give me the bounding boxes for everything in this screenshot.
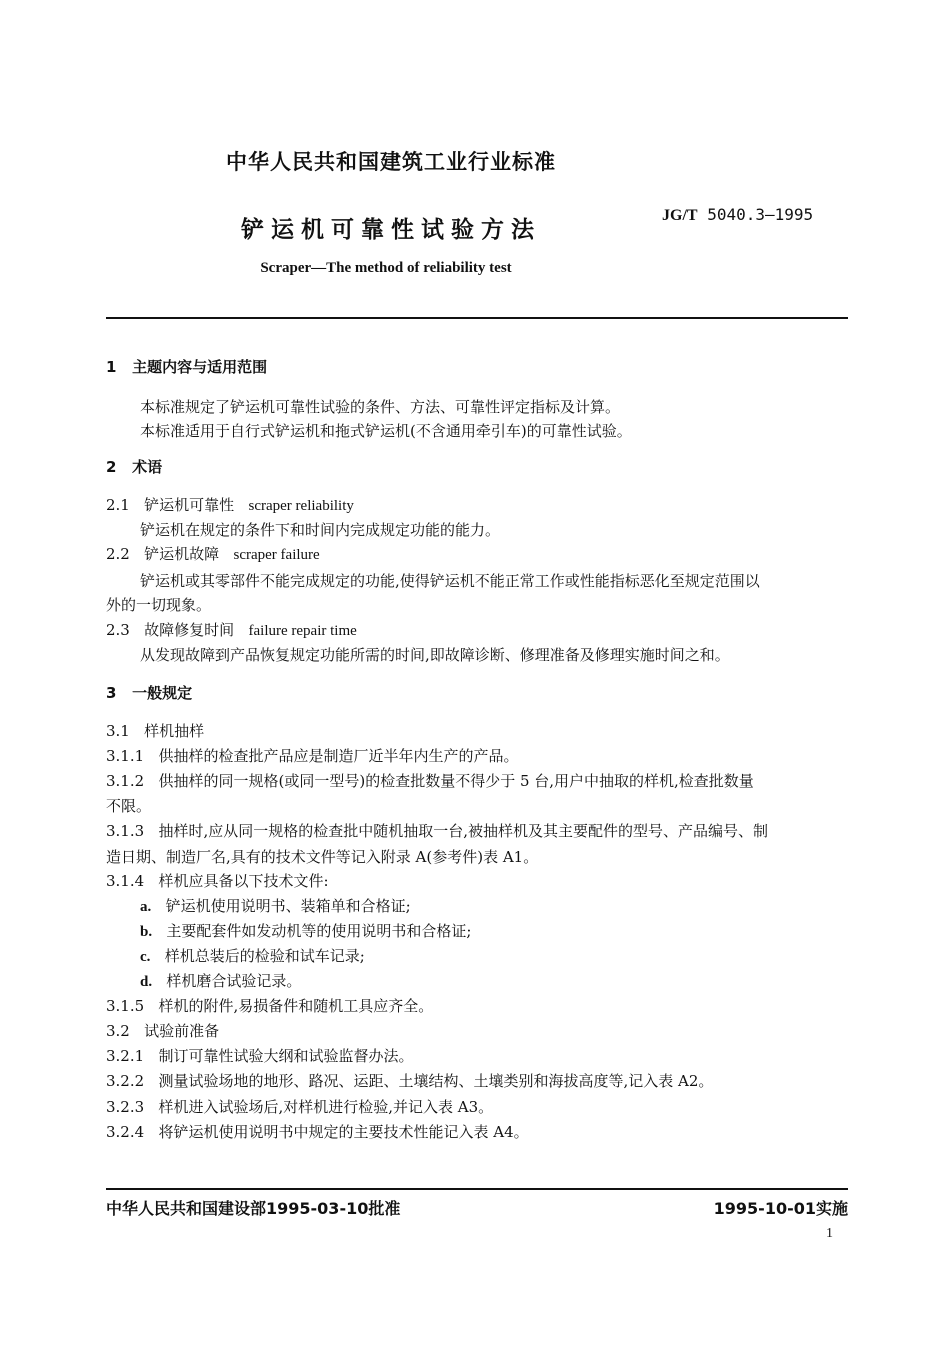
list-text: 样机磨合试验记录。 — [166, 972, 302, 990]
page-number: 1 — [826, 1226, 833, 1241]
clause-3-1-1 — [106, 745, 519, 767]
list-label: a. — [140, 899, 152, 915]
clause-3-2-4 — [106, 1121, 529, 1143]
clause-text: 制订可靠性试验大纲和试验监督办法。 — [158, 1047, 414, 1065]
section-3-heading — [106, 682, 192, 704]
term-zh: 铲运机可靠性 — [144, 496, 235, 514]
header-rule — [106, 317, 848, 319]
definition: 铲运机或其零部件不能完成规定的功能,使得铲运机不能正常工作或性能指标恶化至规定范围以 — [140, 572, 760, 590]
list-label: d. — [140, 974, 153, 990]
term-zh: 铲运机故障 — [144, 545, 220, 563]
clause-3-2-2 — [106, 1070, 713, 1092]
clause-number: 3.1.1 — [106, 747, 145, 765]
document-title: 铲运机可靠性试验方法 — [241, 217, 541, 243]
clause-number: 2.1 — [106, 496, 130, 514]
clause-3-1-5 — [106, 995, 433, 1017]
section-title: 术语 — [132, 458, 163, 476]
definition: 外的一切现象。 — [106, 596, 212, 614]
list-label: c. — [140, 949, 151, 965]
clause-number: 3.1.5 — [106, 997, 145, 1015]
paragraph: 本标准适用于自行式铲运机和拖式铲运机(不含通用牵引车)的可靠性试验。 — [140, 422, 632, 440]
clause-number: 3.2 — [106, 1022, 130, 1040]
clause-text: 供抽样的检查批产品应是制造厂近半年内生产的产品。 — [158, 747, 519, 765]
clause-number: 3.2.3 — [106, 1098, 145, 1116]
clause-number: 3.1 — [106, 722, 130, 740]
clause-number: 3.2.1 — [106, 1047, 145, 1065]
clause-3-2-3 — [106, 1096, 493, 1118]
footer-rule — [106, 1188, 848, 1190]
effective-date: 1995-10-01实施 — [713, 1199, 848, 1218]
section-title: 一般规定 — [132, 684, 193, 702]
clause-number: 3.1.4 — [106, 872, 145, 890]
paragraph: 本标准规定了铲运机可靠性试验的条件、方法、可靠性评定指标及计算。 — [140, 398, 621, 416]
section-number: 1 — [106, 358, 117, 376]
section-number: 3 — [106, 684, 117, 702]
term-2-1 — [106, 494, 354, 517]
clause-3-1 — [106, 720, 204, 742]
list-text: 样机总装后的检验和试车记录; — [164, 947, 365, 965]
definition: 铲运机在规定的条件下和时间内完成规定功能的能力。 — [140, 521, 501, 539]
clause-3-1-2 — [106, 770, 754, 792]
clause-3-1-3 — [106, 820, 768, 842]
clause-number: 2.3 — [106, 621, 130, 639]
clause-text: 样机应具备以下技术文件: — [158, 872, 329, 890]
clause-number: 3.2.2 — [106, 1072, 145, 1090]
section-title: 主题内容与适用范围 — [132, 358, 268, 376]
definition: 从发现故障到产品恢复规定功能所需的时间,即故障诊断、修理准备及修理实施时间之和。 — [140, 646, 730, 664]
clause-text: 不限。 — [106, 797, 152, 815]
clause-text: 样机进入试验场后,对样机进行检验,并记入表 A3。 — [158, 1098, 494, 1116]
list-item — [140, 945, 365, 968]
list-label: b. — [140, 924, 153, 940]
list-item — [140, 895, 411, 918]
clause-title: 样机抽样 — [144, 722, 205, 740]
clause-text: 测量试验场地的地形、路况、运距、土壤结构、土壤类别和海拔高度等,记入表 A2。 — [158, 1072, 714, 1090]
clause-text: 样机的附件,易损备件和随机工具应齐全。 — [158, 997, 434, 1015]
section-2-heading — [106, 456, 162, 478]
document-subtitle: Scraper—The method of reliability test — [260, 260, 512, 276]
term-2-3 — [106, 619, 357, 642]
standard-prefix: JG/T — [662, 207, 698, 224]
clause-number: 3.1.2 — [106, 772, 145, 790]
clause-text: 造日期、制造厂名,具有的技术文件等记入附录 A(参考件)表 A1。 — [106, 848, 539, 866]
term-en: scraper failure — [233, 547, 320, 563]
clause-3-2 — [106, 1020, 219, 1042]
standard-code: 5040.3—1995 — [707, 205, 814, 224]
approval-line: 中华人民共和国建设部1995-03-10批准 — [106, 1199, 401, 1218]
term-zh: 故障修复时间 — [144, 621, 235, 639]
list-text: 铲运机使用说明书、装箱单和合格证; — [165, 897, 411, 915]
clause-title: 试验前准备 — [144, 1022, 220, 1040]
term-en: scraper reliability — [248, 498, 354, 514]
clause-3-2-1 — [106, 1045, 414, 1067]
clause-text: 抽样时,应从同一规格的检查批中随机抽取一台,被抽样机及其主要配件的型号、产品编号、制 — [158, 822, 769, 840]
list-text: 主要配套件如发动机等的使用说明书和合格证; — [166, 922, 472, 940]
list-item — [140, 970, 301, 993]
clause-text: 供抽样的同一规格(或同一型号)的检查批数量不得少于 5 台,用户中抽取的样机,检查批数量 — [158, 772, 754, 790]
clause-number: 2.2 — [106, 545, 130, 563]
issuing-authority: 中华人民共和国建筑工业行业标准 — [226, 150, 556, 174]
clause-number: 3.2.4 — [106, 1123, 145, 1141]
clause-text: 将铲运机使用说明书中规定的主要技术性能记入表 A4。 — [158, 1123, 529, 1141]
section-number: 2 — [106, 458, 117, 476]
list-item — [140, 920, 471, 943]
clause-3-1-4 — [106, 870, 329, 892]
clause-number: 3.1.3 — [106, 822, 145, 840]
section-1-heading — [106, 356, 267, 378]
term-en: failure repair time — [248, 623, 357, 639]
term-2-2 — [106, 543, 320, 566]
